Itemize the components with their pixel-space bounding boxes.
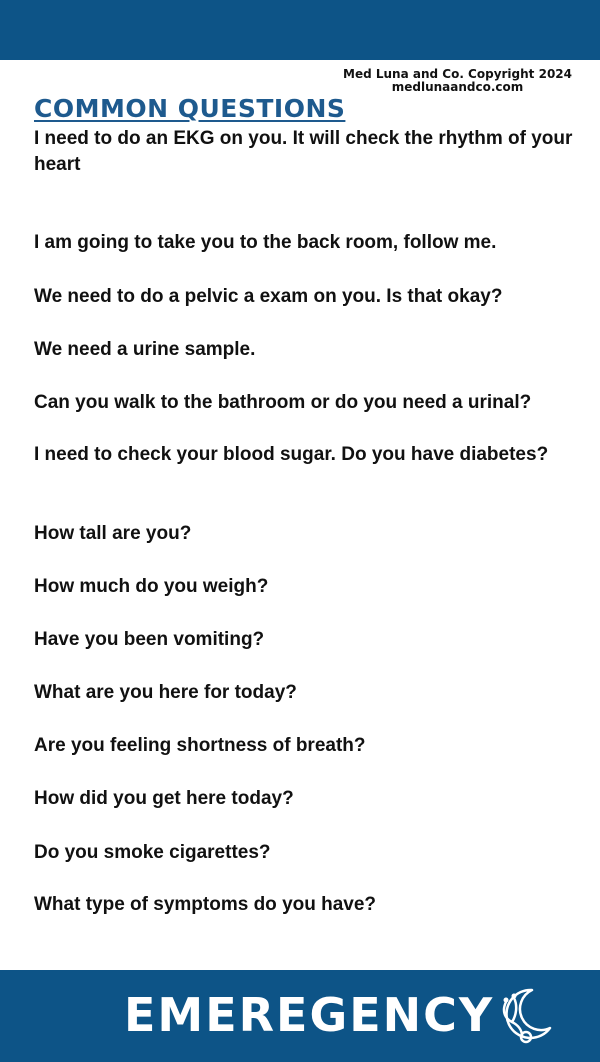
question-item: Can you walk to the bathroom or do you need a urinal? [34,392,532,413]
footer-title: EMEREGENCY [124,988,495,1042]
question-item: I need to check your blood sugar. Do you have diabetes? [34,444,549,465]
question-item: We need to do a pelvic a exam on you. Is that okay? [34,286,503,307]
question-item: Do you smoke cigarettes? [34,842,271,863]
copyright-line: Med Luna and Co. Copyright 2024 [343,67,572,81]
question-item: Have you been vomiting? [34,629,265,650]
moon-stethoscope-icon [492,984,558,1044]
question-item: How did you get here today? [34,788,294,809]
question-item: What type of symptoms do you have? [34,894,377,915]
copyright-notice [343,68,572,94]
top-banner [0,0,600,60]
question-item: What are you here for today? [34,682,297,703]
question-item: How tall are you? [34,523,192,544]
question-item: We need a urine sample. [34,339,256,360]
question-item: I need to do an EKG on you. It will check the rhythm of your heart [34,128,573,175]
question-item: I am going to take you to the back room, follow me. [34,232,497,253]
page-title: COMMON QUESTIONS [34,94,346,123]
question-item: Are you feeling shortness of breath? [34,735,366,756]
website-line: medlunaandco.com [391,80,524,94]
question-item: How much do you weigh? [34,576,269,597]
